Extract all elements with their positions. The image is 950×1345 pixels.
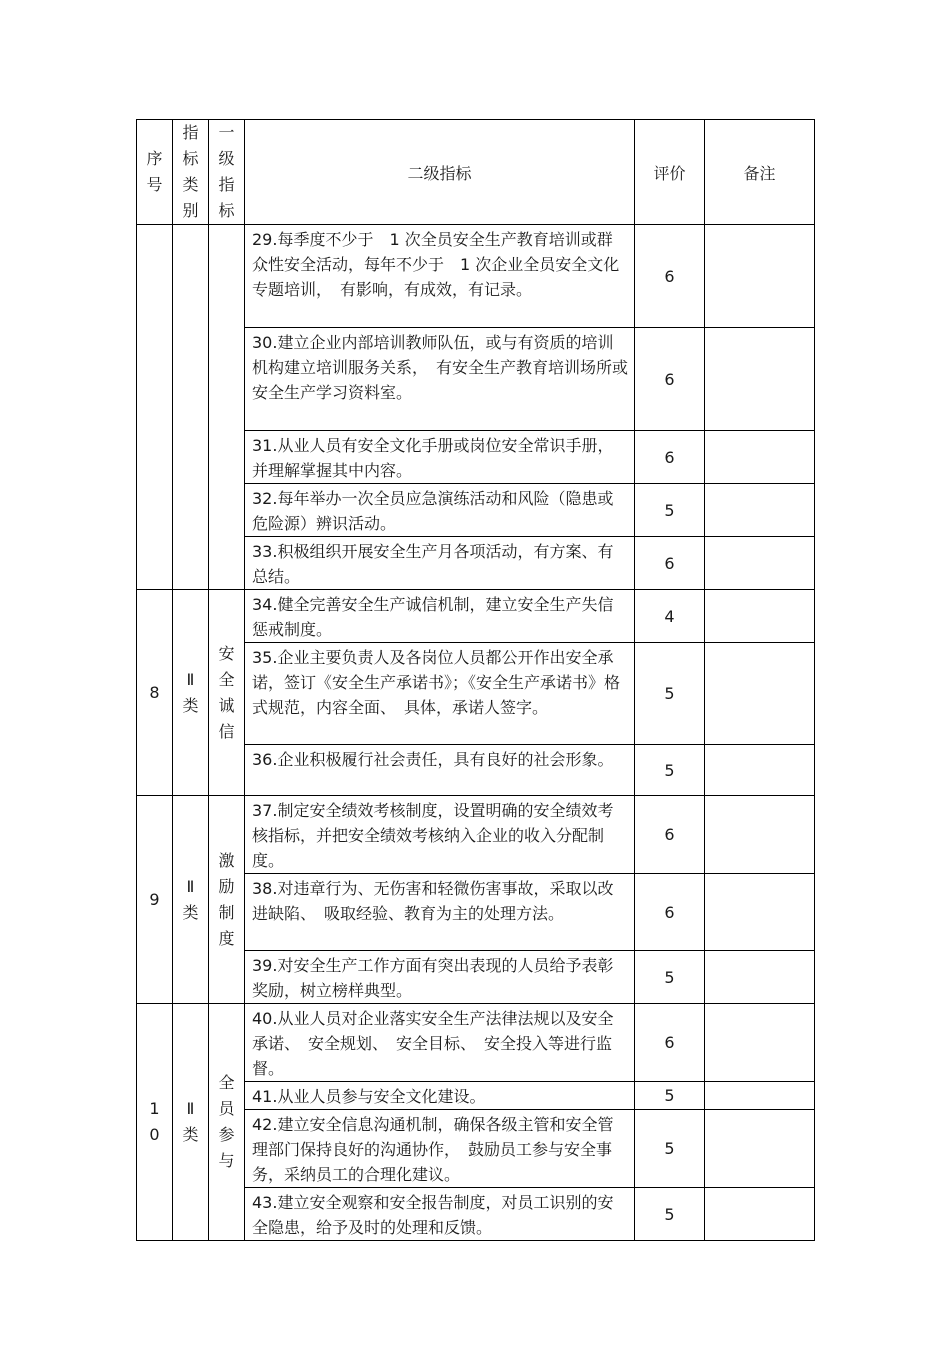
score-cell: 6 — [635, 796, 705, 874]
remark-cell — [705, 328, 815, 431]
header-type: 指标类别 — [173, 120, 209, 225]
header-remark: 备注 — [705, 120, 815, 225]
header-level1: 一级指标 — [209, 120, 245, 225]
level1-cell: 激励制度 — [209, 796, 245, 1004]
header-seq: 序号 — [137, 120, 173, 225]
evaluation-table — [136, 119, 815, 1241]
remark-cell — [705, 590, 815, 643]
header-level2: 二级指标 — [245, 120, 635, 225]
remark-cell — [705, 484, 815, 537]
seq-cell: 10 — [137, 1004, 173, 1241]
remark-cell — [705, 431, 815, 484]
header-score: 评价 — [635, 120, 705, 225]
level1-cell — [209, 225, 245, 590]
score-cell: 5 — [635, 484, 705, 537]
remark-cell — [705, 1110, 815, 1188]
level1-cell: 安全诚信 — [209, 590, 245, 796]
score-cell: 5 — [635, 1110, 705, 1188]
level2-cell: 40.从业人员对企业落实安全生产法律法规以及安全承诺、 安全规划、 安全目标、 安全投入等进行监督。 — [245, 1004, 635, 1082]
level1-cell: 全员参与 — [209, 1004, 245, 1241]
score-cell: 5 — [635, 745, 705, 796]
remark-cell — [705, 225, 815, 328]
level2-cell: 39.对安全生产工作方面有突出表现的人员给予表彰奖励，树立榜样典型。 — [245, 951, 635, 1004]
table-row — [137, 225, 815, 328]
level2-cell: 36.企业积极履行社会责任，具有良好的社会形象。 — [245, 745, 635, 796]
level2-cell: 43.建立安全观察和安全报告制度，对员工识别的安全隐患，给予及时的处理和反馈。 — [245, 1188, 635, 1241]
remark-cell — [705, 745, 815, 796]
header-row — [137, 120, 815, 225]
level2-cell: 33.积极组织开展安全生产月各项活动，有方案、有总结。 — [245, 537, 635, 590]
score-cell: 6 — [635, 431, 705, 484]
type-cell: Ⅱ类 — [173, 590, 209, 796]
remark-cell — [705, 951, 815, 1004]
level2-cell: 29.每季度不少于 1 次全员安全生产教育培训或群众性安全活动，每年不少于 1 次企业全员安全文化专题培训， 有影响，有成效，有记录。 — [245, 225, 635, 328]
level2-cell: 42.建立安全信息沟通机制，确保各级主管和安全管理部门保持良好的沟通协作， 鼓励员工参与安全事务，采纳员工的合理化建议。 — [245, 1110, 635, 1188]
score-cell: 6 — [635, 1004, 705, 1082]
remark-cell — [705, 1082, 815, 1110]
score-cell: 6 — [635, 328, 705, 431]
score-cell: 6 — [635, 874, 705, 951]
score-cell: 4 — [635, 590, 705, 643]
seq-cell: 9 — [137, 796, 173, 1004]
level2-cell: 31.从业人员有安全文化手册或岗位安全常识手册，并理解掌握其中内容。 — [245, 431, 635, 484]
score-cell: 5 — [635, 643, 705, 745]
level2-cell: 34.健全完善安全生产诚信机制，建立安全生产失信惩戒制度。 — [245, 590, 635, 643]
table-row — [137, 1004, 815, 1082]
seq-cell — [137, 225, 173, 590]
remark-cell — [705, 643, 815, 745]
type-cell: Ⅱ类 — [173, 1004, 209, 1241]
score-cell: 6 — [635, 537, 705, 590]
level2-cell: 41.从业人员参与安全文化建设。 — [245, 1082, 635, 1110]
level2-cell: 35.企业主要负责人及各岗位人员都公开作出安全承诺，签订《安全生产承诺书》；《安全生产承诺书》格式规范，内容全面、 具体，承诺人签字。 — [245, 643, 635, 745]
table-row — [137, 796, 815, 874]
remark-cell — [705, 796, 815, 874]
score-cell: 5 — [635, 951, 705, 1004]
level2-cell: 37.制定安全绩效考核制度，设置明确的安全绩效考核指标，并把安全绩效考核纳入企业的收入分配制度。 — [245, 796, 635, 874]
remark-cell — [705, 1188, 815, 1241]
remark-cell — [705, 537, 815, 590]
level2-cell: 38.对违章行为、无伤害和轻微伤害事故，采取以改进缺陷、 吸取经验、教育为主的处理方法。 — [245, 874, 635, 951]
score-cell: 5 — [635, 1188, 705, 1241]
remark-cell — [705, 874, 815, 951]
level2-cell: 32.每年举办一次全员应急演练活动和风险（隐患或危险源）辨识活动。 — [245, 484, 635, 537]
table-row — [137, 590, 815, 643]
remark-cell — [705, 1004, 815, 1082]
type-cell — [173, 225, 209, 590]
type-cell: Ⅱ类 — [173, 796, 209, 1004]
score-cell: 5 — [635, 1082, 705, 1110]
level2-cell: 30.建立企业内部培训教师队伍，或与有资质的培训机构建立培训服务关系， 有安全生产教育培训场所或安全生产学习资料室。 — [245, 328, 635, 431]
seq-cell: 8 — [137, 590, 173, 796]
score-cell: 6 — [635, 225, 705, 328]
